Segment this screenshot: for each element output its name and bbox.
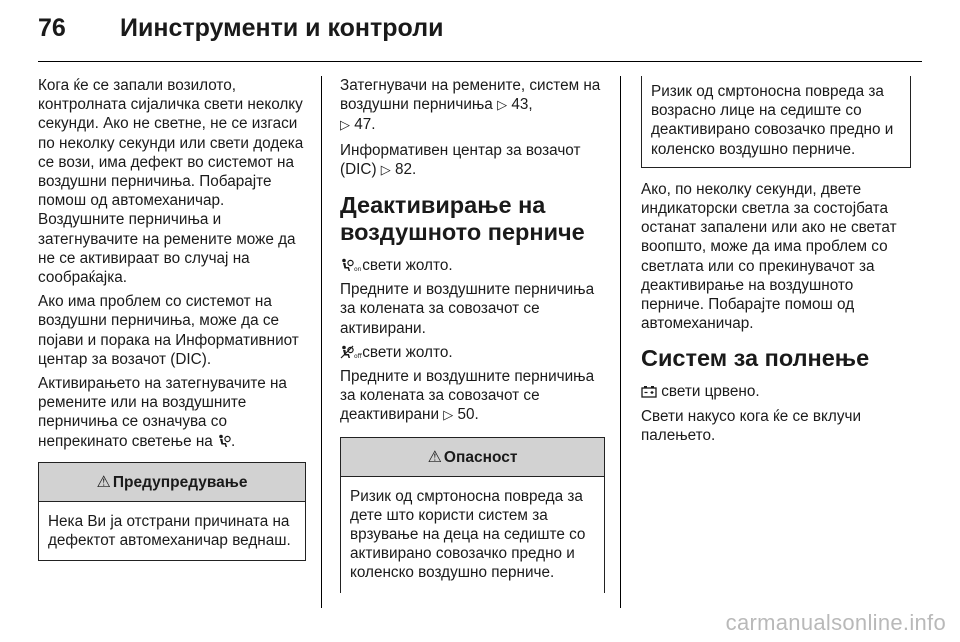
chapter-title: Иинструменти и контроли (120, 14, 444, 42)
danger-box-continued: Ризик од смртоносна повреда за возрасно лице на седиште со деактивирано совозачко предно и коленско воздушно перниче. (641, 76, 911, 168)
airbag-warning-icon (217, 434, 231, 448)
danger-header (341, 438, 604, 477)
warning-title: Предупредување (112, 473, 248, 491)
watermark: carmanualsonline.info (725, 610, 946, 635)
airbag-on-icon (340, 258, 362, 274)
paragraph: Предните и воздушните перничиња за колената за совозачот се активирани. (340, 281, 595, 337)
reference-arrow-icon: ▷ (340, 118, 350, 134)
airbag-off-icon (340, 345, 362, 360)
paragraph: Ако има проблем со системот на воздушни перничиња, може да се појави и порака на Информативниот центар за возачот (DIC). (38, 293, 299, 368)
column-divider (620, 76, 621, 608)
reference-arrow-icon: ▷ (497, 98, 508, 114)
section-heading: Систем за полнење (641, 345, 870, 372)
warning-header (39, 463, 305, 502)
paragraph: Свети накусо кога ќе се вклучи палењето. (641, 407, 861, 444)
column-divider (321, 76, 322, 608)
danger-box (340, 437, 605, 593)
svg-text:off: off (354, 352, 362, 360)
section-heading: Деактивирање на воздушното перниче (340, 192, 585, 246)
danger-title: Опасност (443, 448, 518, 466)
page-reference[interactable]: 82. (395, 160, 417, 178)
reference-arrow-icon: ▷ (443, 408, 454, 424)
paragraph: Ако, по неколку секунди, двете индикаторски светла за состојбата останат запалени или ако не светат воопшто, може да има проблем со светлата или со прекинувачот за деактивирање на воздушното перниче. Побарајте помош од автомеханичар. (641, 180, 897, 333)
status-line: свети црвено. (641, 382, 911, 401)
battery-icon (641, 385, 657, 398)
paragraph: Кога ќе се запали возилото, контролната сијаличка свети неколку секунди. Ако не светне, не се изгаси по неколку секунди или свети додека се вози, има дефект во системот на воздушни перничиња. Побарајте помош од автомеханичар. Воздушните перничиња и затегнувачите на ремените може да не се активираат во случај на сообраќајка. (38, 77, 304, 287)
warning-triangle-icon: ⚠ (96, 471, 111, 491)
column-1 (38, 76, 306, 561)
page-reference[interactable]: 47. (354, 116, 376, 134)
paragraph: Затегнувачи на ремените, систем на воздушни перничиња ▷ 43, ▷ 47. (340, 77, 601, 134)
page-header (38, 14, 443, 54)
paragraph: Активирањето на затегнувачите на ремените или на воздушните перничиња се означува со непрекинато светење на . (38, 375, 287, 450)
svg-text:on: on (354, 266, 362, 274)
reference-arrow-icon: ▷ (380, 162, 391, 178)
warning-triangle-icon: ⚠ (427, 446, 442, 466)
page-number: 76 (38, 14, 66, 42)
danger-body: Ризик од смртоносна повреда за дете што користи систем за врзување на деца на седиште со активирано совозачко предно и коленско воздушно перниче. (350, 487, 586, 582)
paragraph: Предните и воздушните перничиња за колената за совозачот се деактивирани ▷ 50. (340, 368, 595, 424)
page-reference[interactable]: 43, (511, 96, 533, 114)
status-line: off свети жолто. (340, 343, 605, 362)
column-3 (641, 76, 911, 450)
status-line: on свети жолто. (340, 256, 605, 275)
header-divider (38, 61, 922, 62)
warning-body: Нека Ви ја отстрани причината на дефектот автомеханичар веднаш. (48, 512, 291, 550)
warning-box (38, 462, 306, 561)
column-2 (340, 76, 605, 593)
page-reference[interactable]: 50. (457, 406, 479, 424)
paragraph: Информативен центар за возачот (DIC) ▷ 82. (340, 141, 581, 178)
